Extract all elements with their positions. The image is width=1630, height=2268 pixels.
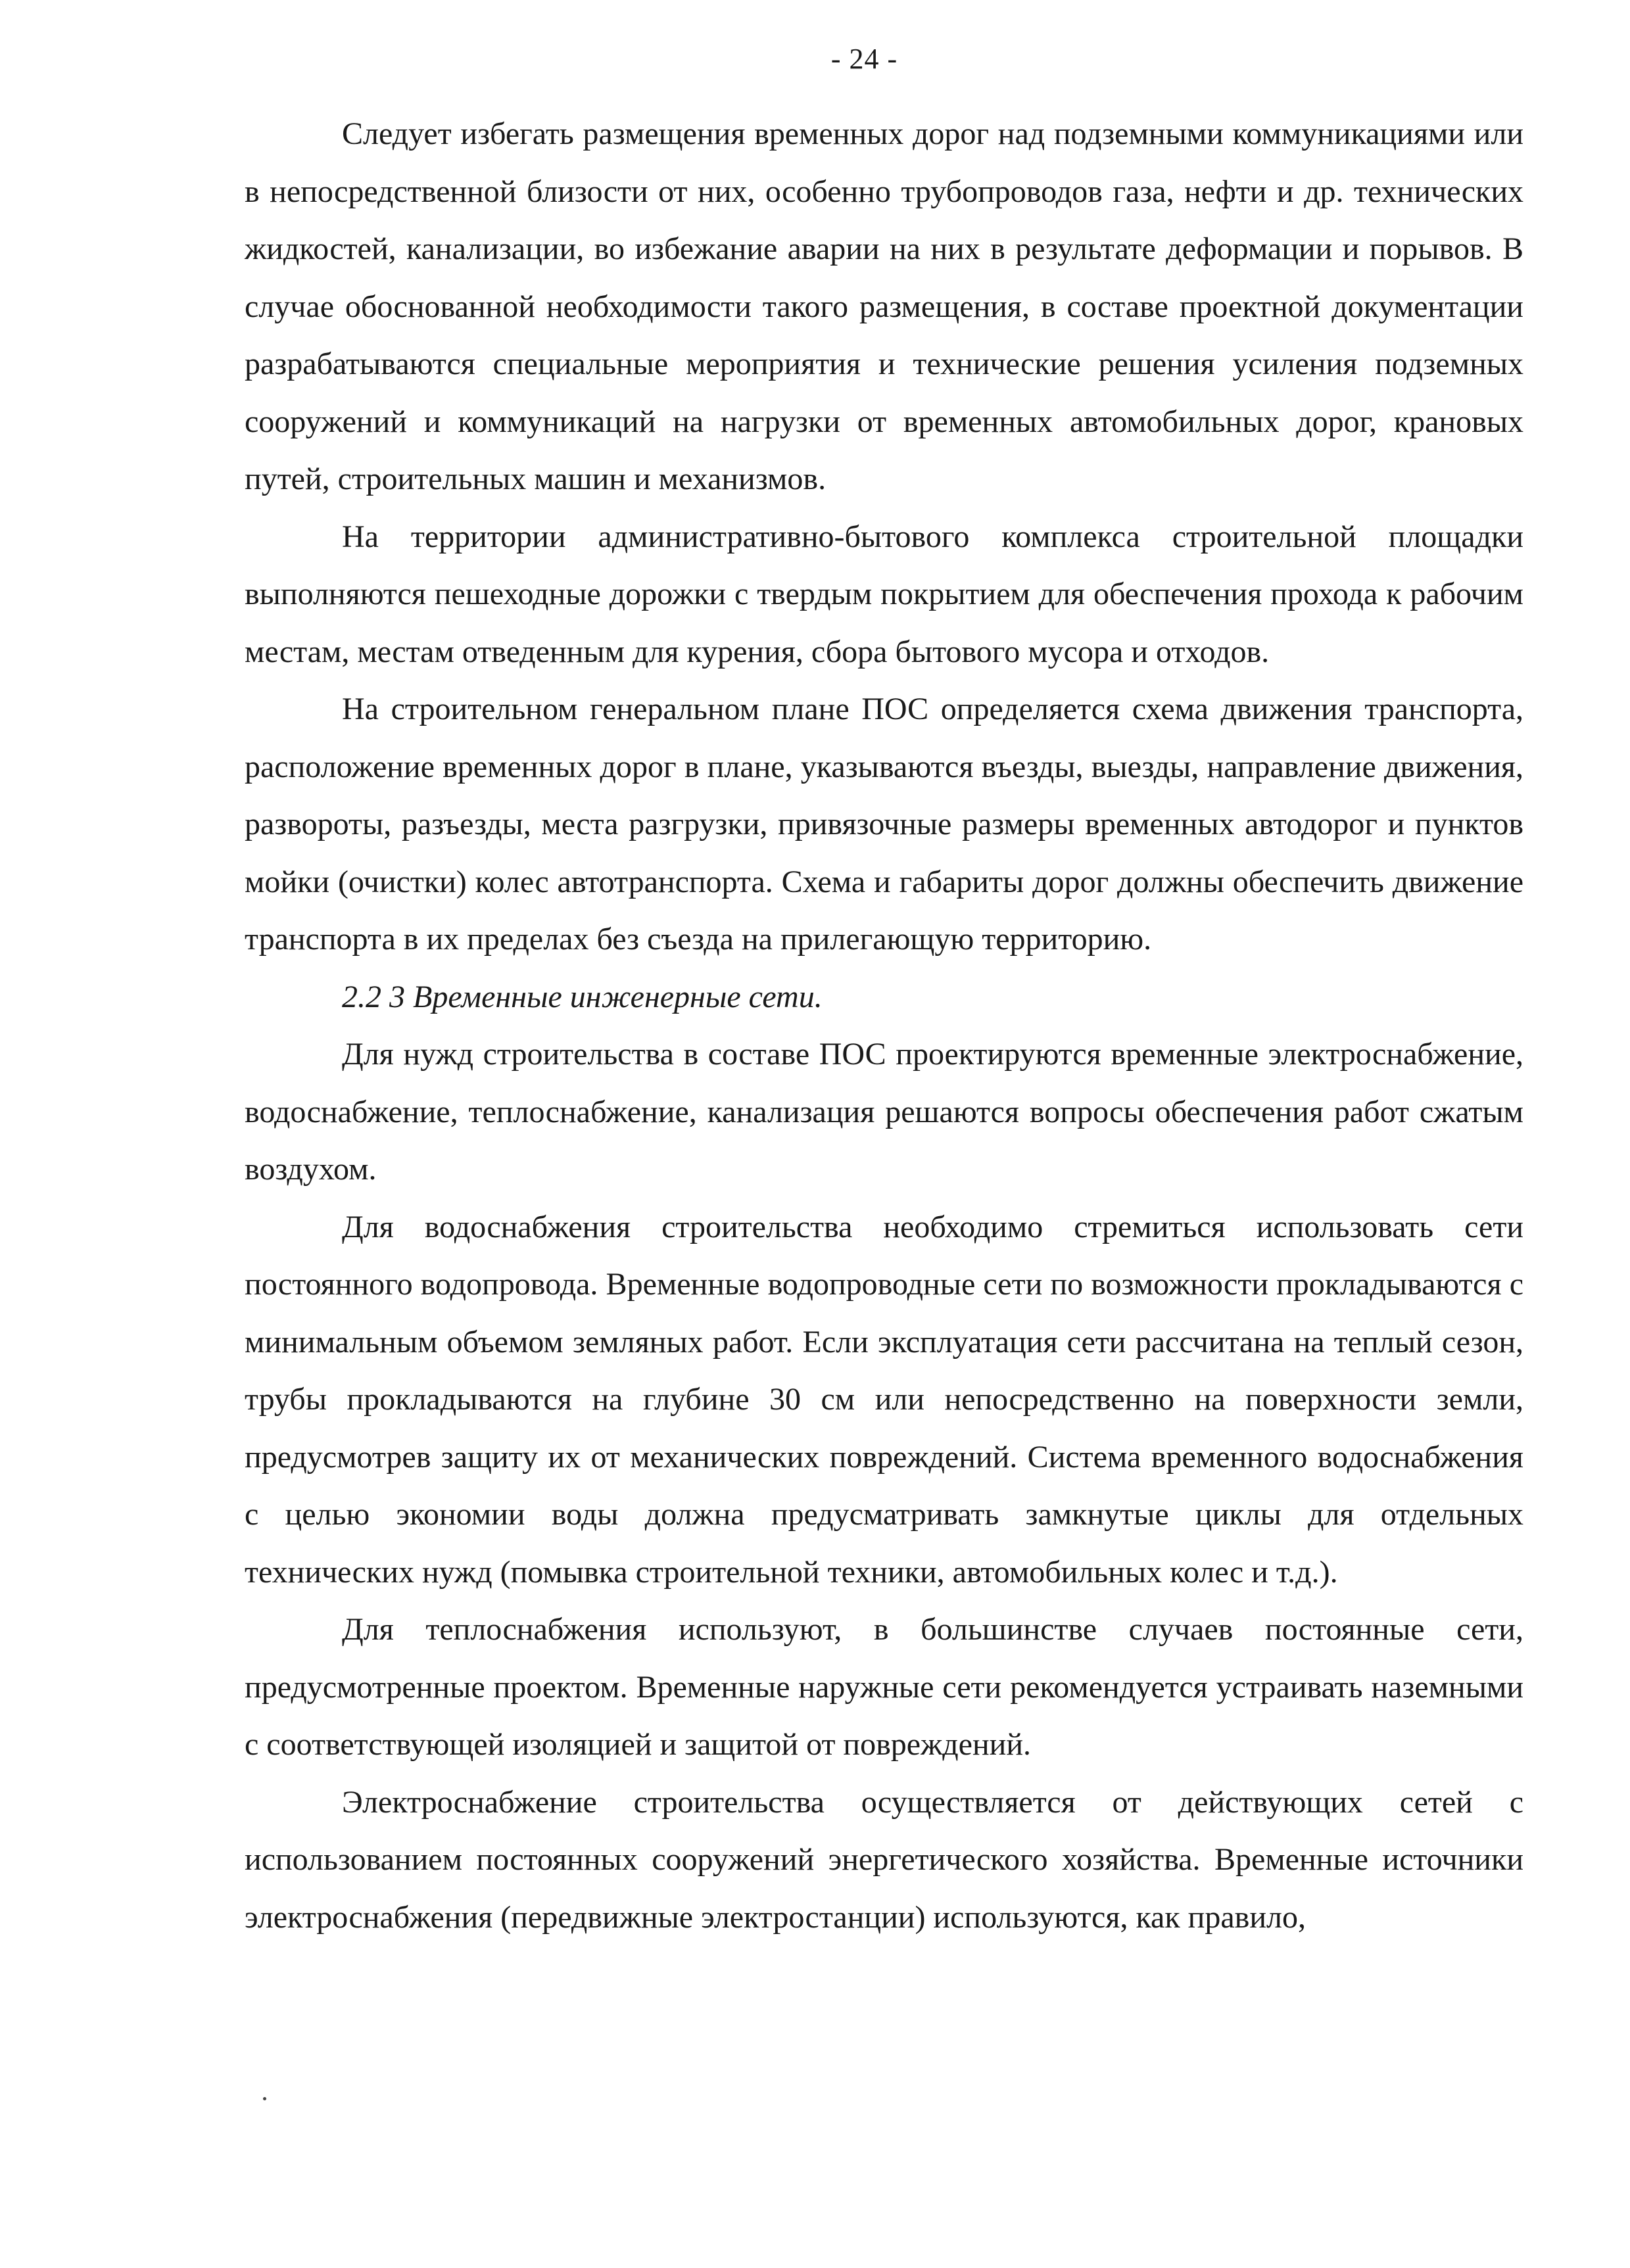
paragraph-pedestrian-paths: На территории административно-бытового комплекса строительной площадки выполняются пешеходные дорожки с твердым покрытием для обеспечения прохода к рабочим местам, местам отведенным для курения, сбора бытового мусора и отходов. <box>245 519 1523 669</box>
page-number: - 24 - <box>830 43 898 75</box>
paragraph-construction-needs: Для нужд строительства в составе ПОС проектируются временные электроснабжение, водоснабжение, теплоснабжение, канализация решаются вопросы обеспечения работ сжатым воздухом. <box>245 1037 1523 1187</box>
paragraph-temporary-roads-utilities: Следует избегать размещения временных дорог над подземными коммуникациями или в непосредственной близости от них, особенно трубопроводов газа, нефти и др. технических жидкостей, канализации, во избежание аварии на них в результате деформации и порывов. В случае обоснованной необходимости такого размещения, в составе проектной документации разрабатываются специальные мероприятия и технические решения усиления подземных сооружений и коммуникаций на нагрузки от временных автомобильных дорог, крановых путей, строительных машин и механизмов. <box>245 116 1523 496</box>
paragraph-water-supply: Для водоснабжения строительства необходимо стремиться использовать сети постоянного водопровода. Временные водопроводные сети по возможности прокладываются с минимальным объемом земляных работ. Если эксплуатация сети рассчитана на теплый сезон, трубы прокладываются на глубине 30 см или непосредственно на поверхности земли, предусмотрев защиту их от механических повреждений. Система временного водоснабжения с целью экономии воды должна предусматривать замкнутые циклы для отдельных технических нужд (помывка строительной техники, автомобильных колес и т.д.). <box>245 1209 1523 1590</box>
scan-speck <box>263 2097 266 2100</box>
paragraph-heat-supply: Для теплоснабжения используют, в большинстве случаев постоянные сети, предусмотренные проектом. Временные наружные сети рекомендуется устраивать наземными с соответствующей изоляцией и защитой от повреждений. <box>245 1612 1523 1762</box>
section-heading-temporary-networks: 2.2 3 Временные инженерные сети. <box>342 979 823 1014</box>
paragraph-traffic-scheme: На строительном генеральном плане ПОС определяется схема движения транспорта, расположение временных дорог в плане, указываются въезды, выезды, направление движения, развороты, разъезды, места разгрузки, привязочные размеры временных автодорог и пунктов мойки (очистки) колес автотранспорта. Схема и габариты дорог должны обеспечить движение транспорта в их пределах без съезда на прилегающую территорию. <box>245 692 1523 957</box>
paragraph-power-supply: Электроснабжение строительства осуществляется от действующих сетей с использованием постоянных сооружений энергетического хозяйства. Временные источники электроснабжения (передвижные электростанции) используются, как правило, <box>245 1784 1523 1935</box>
document-body <box>245 105 1523 1946</box>
